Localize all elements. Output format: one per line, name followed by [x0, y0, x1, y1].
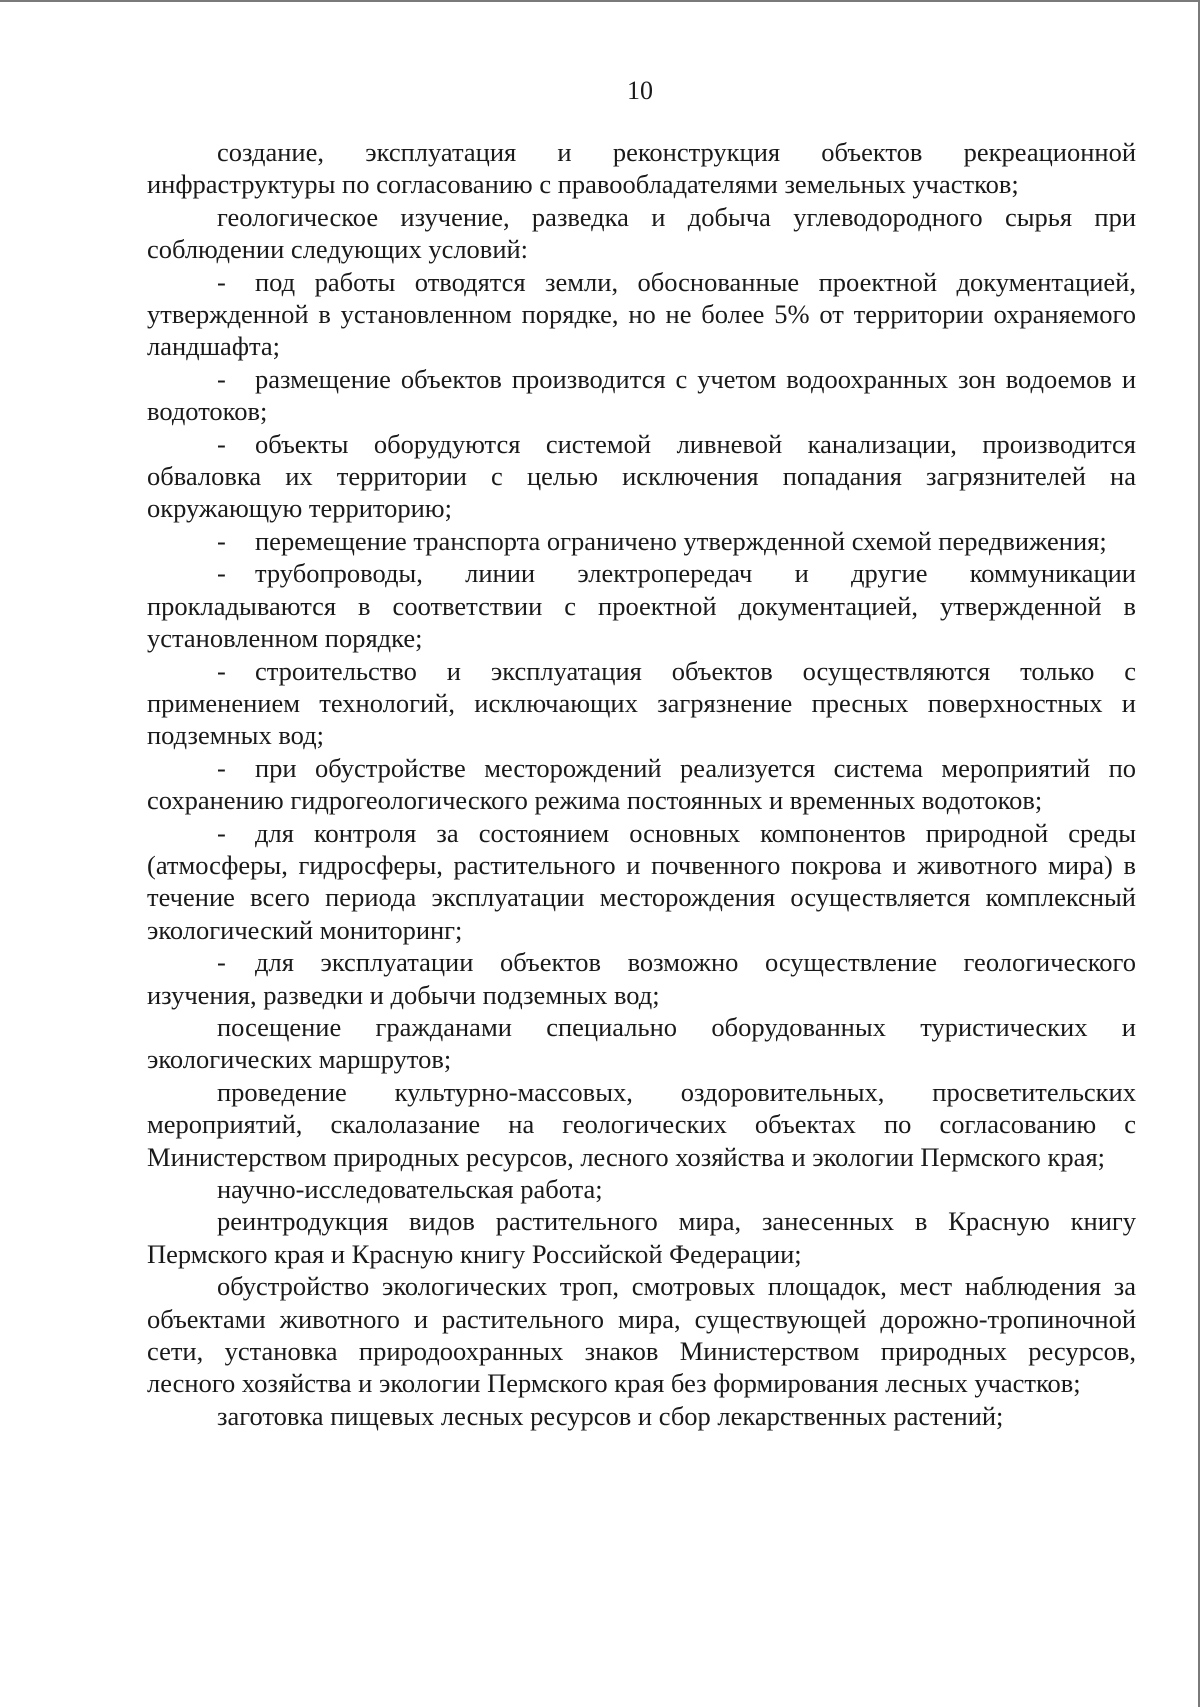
paragraph-text: посещение гражданами специально оборудованных туристических и экологических маршрутов; — [147, 1011, 1136, 1075]
list-dash: - — [217, 525, 226, 556]
paragraph-text: реинтродукция видов растительного мира, занесенных в Красную книгу Пермского края и Красную книгу Российской Федерации; — [147, 1206, 1136, 1269]
paragraph — [147, 136, 1136, 201]
list-dash: - — [217, 655, 226, 686]
list-item — [147, 363, 1136, 428]
paragraph-text: проведение культурно-массовых, оздоровительных, просветительских мероприятий, скалолазание на геологических объектах по согласованию с Министерством природных ресурсов, лесного хозяйства и экологии Пермского края; — [147, 1076, 1136, 1172]
paragraph-text: создание, эксплуатация и реконструкция объектов рекреационной инфраструктуры по согласованию с правообладателями земельных участков; — [147, 137, 1136, 200]
list-dash: - — [217, 947, 226, 978]
paragraph — [147, 1076, 1136, 1173]
paragraph — [147, 1400, 1136, 1432]
list-item — [147, 525, 1136, 557]
paragraph — [147, 1011, 1136, 1076]
page-number: 10 — [627, 76, 653, 105]
list-item-text: объекты оборудуются системой ливневой канализации, производится обваловка их территории с целью исключения попадания загрязнителей на окружающую территорию; — [147, 428, 1136, 524]
list-item — [147, 946, 1136, 1011]
list-item-text: при обустройстве месторождений реализуется система мероприятий по сохранению гидрогеологического режима постоянных и временных водотоков; — [147, 752, 1136, 816]
list-dash: - — [217, 817, 226, 848]
paragraph-text: геологическое изучение, разведка и добыча углеводородного сырья при соблюдении следующих условий: — [147, 201, 1136, 265]
list-item-text: для эксплуатации объектов возможно осуществление геологического изучения, разведки и добычи подземных вод; — [147, 947, 1136, 1010]
list-item-text: перемещение транспорта ограничено утвержденной схемой передвижения; — [255, 525, 1107, 556]
list-item-text: размещение объектов производится с учетом водоохранных зон водоемов и водотоков; — [147, 363, 1136, 427]
list-dash: - — [217, 363, 226, 394]
paragraph-text: обустройство экологических троп, смотровых площадок, мест наблюдения за объектами животного и растительного мира, существующей дорожно-тропиночной сети, установка природоохранных знаков Министерством природных ресурсов, лесного хозяйства и экологии Пермского края без формирования лесных участков; — [147, 1271, 1136, 1399]
document-body — [147, 136, 1136, 1432]
list-item — [147, 428, 1136, 525]
list-item-text: для контроля за состоянием основных компонентов природной среды (атмосферы, гидросферы, растительного и почвенного покрова и животного мира) в течение всего периода эксплуатации месторождения осуществляется комплексный экологический мониторинг; — [147, 817, 1136, 945]
paragraph — [147, 1205, 1136, 1270]
paragraph — [147, 1270, 1136, 1400]
list-item — [147, 557, 1136, 654]
list-dash: - — [217, 428, 226, 459]
paragraph — [147, 201, 1136, 266]
list-item-text: строительство и эксплуатация объектов осуществляются только с применением технологий, исключающих загрязнение пресных поверхностных и подземных вод; — [147, 655, 1136, 751]
list-item — [147, 752, 1136, 817]
list-item-text: трубопроводы, линии электропередач и другие коммуникации прокладываются в соответствии с проектной документацией, утвержденной в установленном порядке; — [147, 558, 1136, 654]
list-item — [147, 266, 1136, 363]
list-dash: - — [217, 266, 226, 297]
list-item — [147, 655, 1136, 752]
list-item-text: под работы отводятся земли, обоснованные проектной документацией, утвержденной в установленном порядке, но не более 5% от территории охраняемого ландшафта; — [147, 266, 1136, 362]
paragraph-text: научно-исследовательская работа; — [217, 1174, 603, 1204]
list-dash: - — [217, 752, 226, 783]
list-dash: - — [217, 558, 226, 589]
paragraph — [147, 1173, 1136, 1205]
list-item — [147, 817, 1136, 947]
paragraph-text: заготовка пищевых лесных ресурсов и сбор лекарственных растений; — [217, 1400, 1004, 1431]
